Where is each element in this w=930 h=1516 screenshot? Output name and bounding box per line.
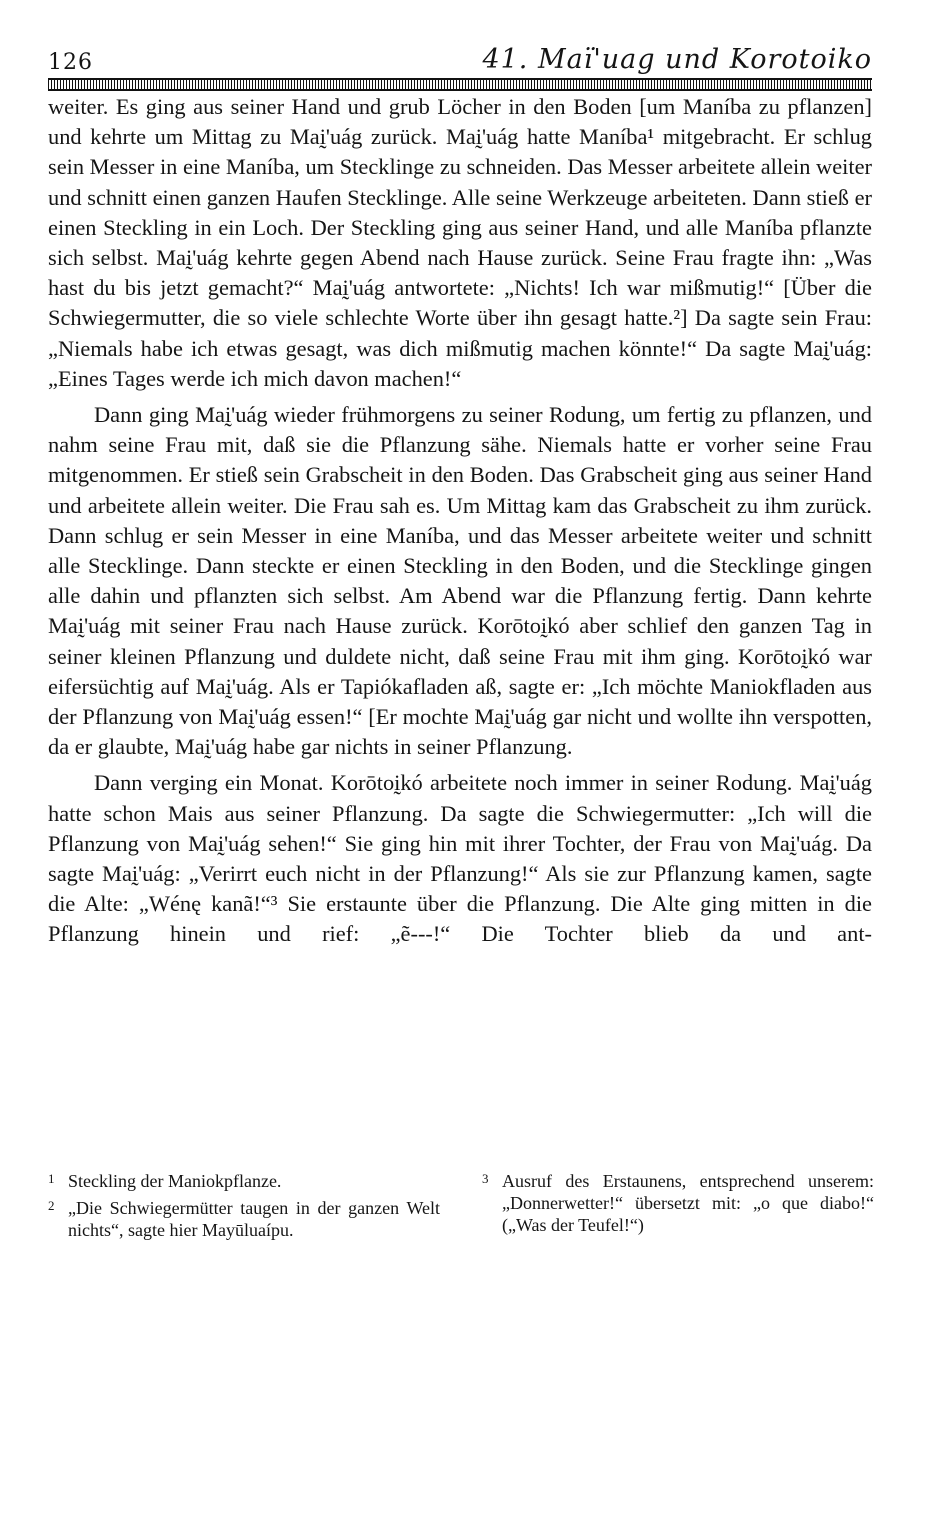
footnote-text: Ausruf des Erstaunens, entsprechend unserem: „Donnerwetter!“ übersetzt mit: „o que diabo!“ („Was der Teufel!“) [502,1171,874,1235]
footnote-mark: 2 [48,1198,55,1213]
page-number: 126 [48,50,93,75]
body-text [48,92,872,950]
footnote [48,1168,440,1192]
footnote-column-right [482,1168,874,1239]
footnote-text: Steckling der Maniokpflanze. [68,1171,282,1191]
paragraph: Dann verging ein Monat. Korōtoḭkó arbeitete noch immer in seiner Rodung. Maḭ'uág hatte schon Mais aus seiner Pflanzung. Da sagte die Schwiegermutter: „Ich will die Pflanzung von Maḭ'uág sehen!“ Sie ging hin mit ihrer Tochter, der Frau von Maḭ'uág. Da sagte Maḭ'uág: „Verirrt euch nicht in der Pflanzung!“ Als sie zur Pflanzung kamen, sagte die Alte: „Wénę kanã!“³ Sie erstaunte über die Pflanzung. Die Alte ging mitten in die Pflanzung hinein und rief: „ẽ---!“ Die Tochter blieb da und ant- [48,770,872,947]
page-header [48,44,872,78]
footnote [482,1168,874,1236]
footnote-column-left [48,1168,440,1244]
header-rule [48,78,872,91]
running-title: 41. Maï'uag und Korotoiko [482,44,872,75]
footnote-mark: 1 [48,1171,55,1186]
footnote [48,1195,440,1241]
paragraph: Dann ging Maḭ'uág wieder frühmorgens zu seiner Rodung, um fertig zu pflanzen, und nahm seine Frau mit, daß sie die Pflanzung sähe. Niemals hatte er vorher seine Frau mitgenommen. Er stieß sein Grabscheit in den Boden. Das Grabscheit ging aus seiner Hand und arbeitete allein weiter. Die Frau sah es. Um Mittag kam das Grabscheit zu ihm zurück. Dann schlug er sein Messer in eine Maníba, und das Messer arbeitete weiter und schnitt alle Stecklinge. Dann steckte er einen Steckling in den Boden, und die Stecklinge gingen alle dahin und pflanzten sich selbst. Am Abend war die Pflanzung fertig. Dann kehrte Maḭ'uág mit seiner Frau nach Hause zurück. Korōtoḭkó aber schlief den ganzen Tag in seiner kleinen Pflanzung und duldete nicht, daß seine Frau mit ihm ging. Korōtoḭkó war eifersüchtig auf Maḭ'uág. Als er Tapiókafladen aß, sagte er: „Ich möchte Maniokfladen aus der Pflanzung von Maḭ'uág essen!“ [Er mochte Maḭ'uág gar nicht und wollte ihn verspotten, da er glaubte, Maḭ'uág habe gar nichts in seiner Pflanzung. [48,402,872,760]
footnote-mark: 3 [482,1171,489,1186]
paragraph: weiter. Es ging aus seiner Hand und grub Löcher in den Boden [um Maníba zu pflanzen] und kehrte um Mittag zu Maḭ'uág zurück. Maḭ'uág hatte Maníba¹ mitgebracht. Er schlug sein Messer in eine Maníba, um Stecklinge zu schneiden. Das Messer arbeitete allein weiter und schnitt einen ganzen Haufen Stecklinge. Alle seine Werkzeuge arbeiteten. Dann stieß er einen Steckling in ein Loch. Der Steckling ging aus seiner Hand, und alle Maníba pflanzte sich selbst. Maḭ'uág kehrte gegen Abend nach Hause zurück. Seine Frau fragte ihn: „Was hast du bis jetzt gemacht?“ Maḭ'uág antwortete: „Nichts! Ich war mißmutig!“ [Über die Schwiegermutter, die so viele schlechte Worte über ihn gesagt hatte.²] Da sagte sein Frau: „Niemals habe ich etwas gesagt, was dich mißmutig machen könnte!“ Da sagte Maḭ'uág: „Eines Tages werde ich mich davon machen!“ [48,94,872,391]
footnote-text: „Die Schwiegermütter taugen in der ganzen Welt nichts“, sagte hier Mayūluaípu. [68,1198,440,1240]
